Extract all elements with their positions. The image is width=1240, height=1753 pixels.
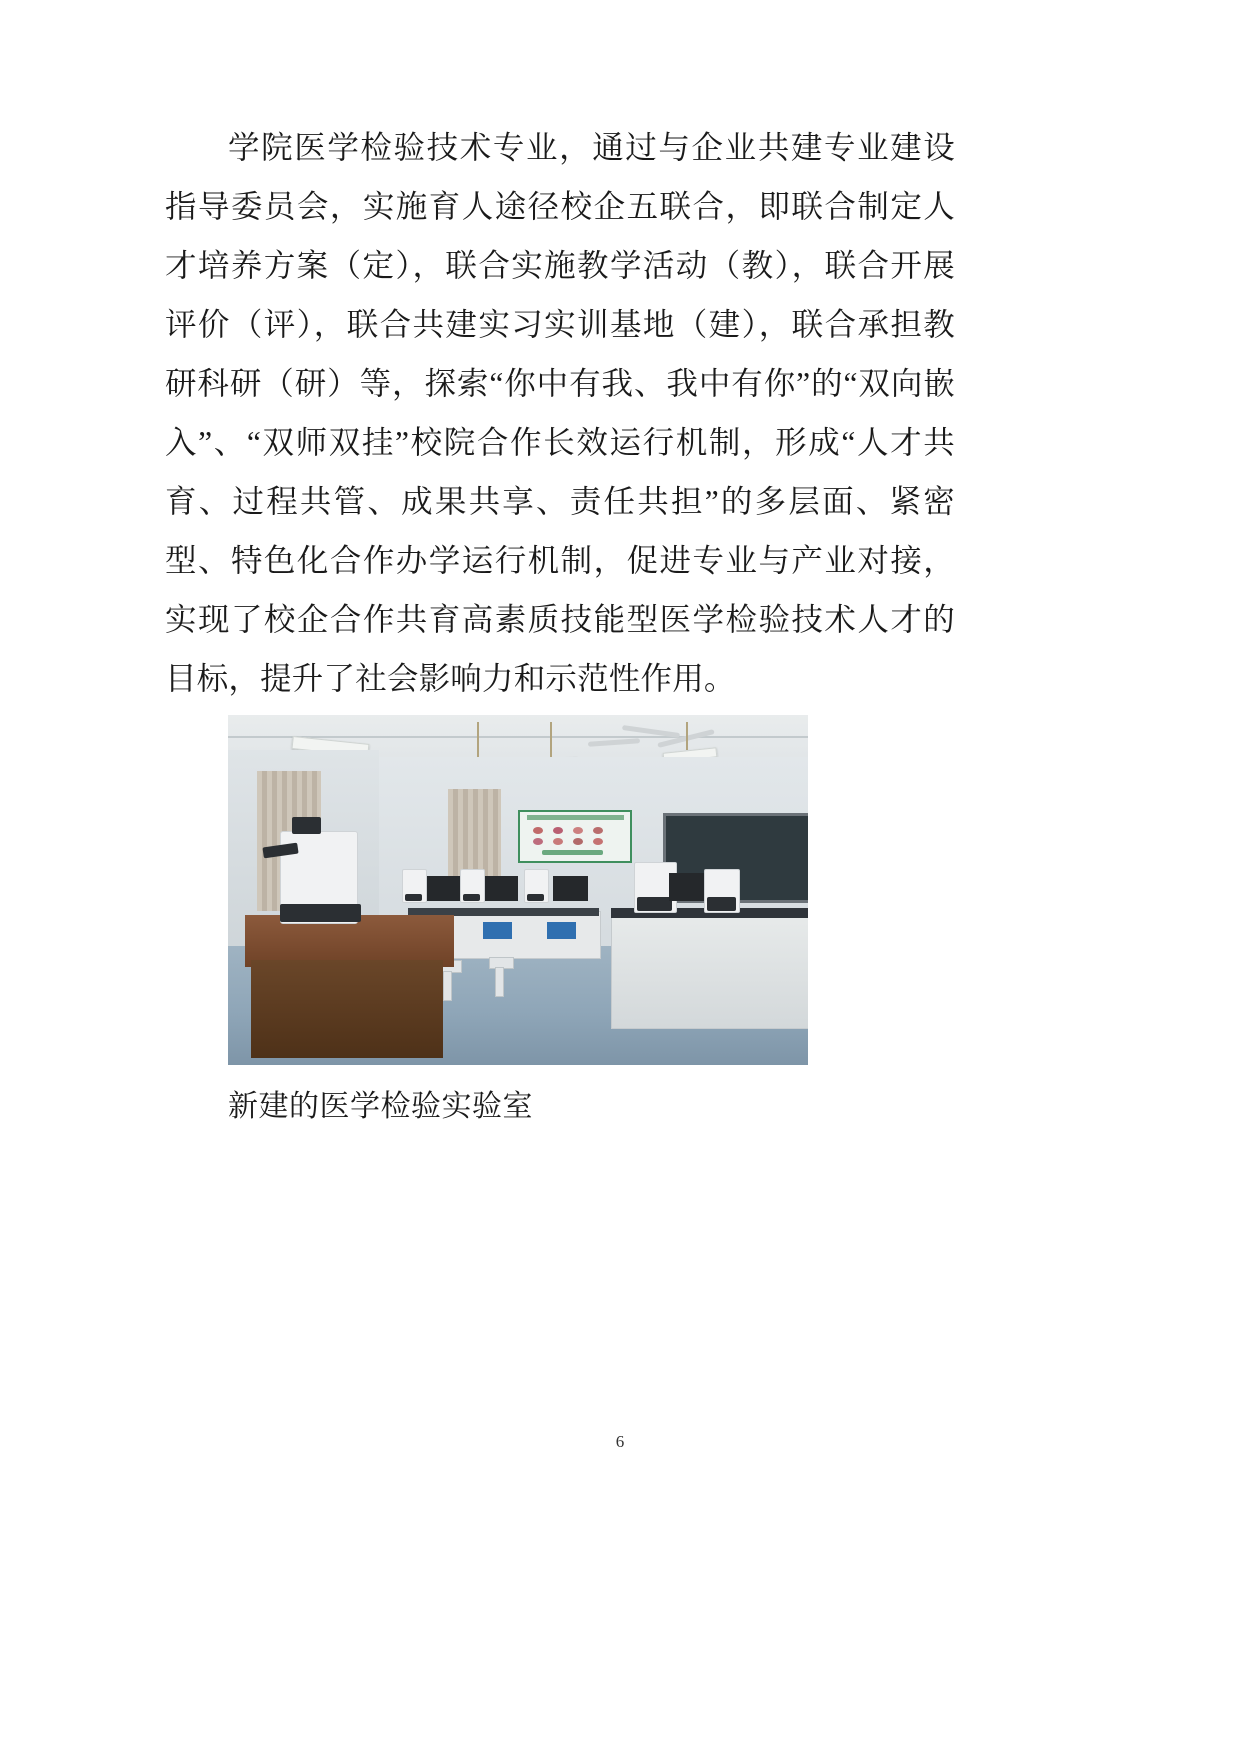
computer-monitor <box>483 876 518 901</box>
poster-figure <box>553 827 563 834</box>
lamp-rod <box>477 722 479 761</box>
computer-monitor <box>553 876 588 901</box>
poster-title-bar <box>527 815 624 819</box>
computer-monitor <box>425 876 460 901</box>
lab-stool-leg <box>495 967 504 997</box>
poster-figure <box>593 838 603 845</box>
computer-monitor <box>669 873 704 901</box>
lamp-rod <box>550 722 552 757</box>
poster-footer-bar <box>542 850 603 855</box>
poster-figure <box>553 838 563 845</box>
poster-figure <box>533 827 543 834</box>
right-counter <box>611 915 808 1029</box>
lab-photo-illustration <box>228 715 808 1065</box>
microscope-camera <box>292 817 321 835</box>
wall-poster <box>518 810 632 863</box>
poster-figure <box>573 838 583 845</box>
page-number: 6 <box>615 1432 625 1451</box>
microscope-main-base <box>280 904 361 922</box>
lab-stool-leg <box>443 971 452 1001</box>
poster-figure <box>573 827 583 834</box>
figure-block <box>228 715 808 1127</box>
microscope-base <box>527 894 544 901</box>
poster-figure <box>533 838 543 845</box>
microscope-base <box>707 897 736 911</box>
page-content <box>165 118 955 708</box>
body-paragraph: 学院医学检验技术专业，通过与企业共建专业建设指导委员会，实施育人途径校企五联合，即联合制定人才培养方案（定），联合实施教学活动（教），联合开展评价（评），联合共建实习实训基地（建），联合承担教研科研（研）等，探索“你中有我、我中有你”的“双向嵌入”、“双师双挂”校院合作长效运行机制，形成“人才共育、过程共管、成果共享、责任共担”的多层面、紧密型、特色化合作办学运行机制，促进专业与产业对接，实现了校企合作共育高素质技能型医学检验技术人才的目标，提升了社会影响力和示范性作用。 <box>165 130 955 696</box>
microscope-base <box>463 894 480 901</box>
microscope-base <box>405 894 422 901</box>
poster-figure <box>593 827 603 834</box>
figure-caption: 新建的医学检验实验室 <box>228 1090 533 1123</box>
lamp-rod <box>686 722 688 750</box>
bench-drawer <box>547 922 576 940</box>
teacher-desk-body <box>251 960 442 1058</box>
lab-photo-image <box>228 715 808 1065</box>
microscope-base <box>637 897 672 911</box>
bench-drawer <box>483 922 512 940</box>
